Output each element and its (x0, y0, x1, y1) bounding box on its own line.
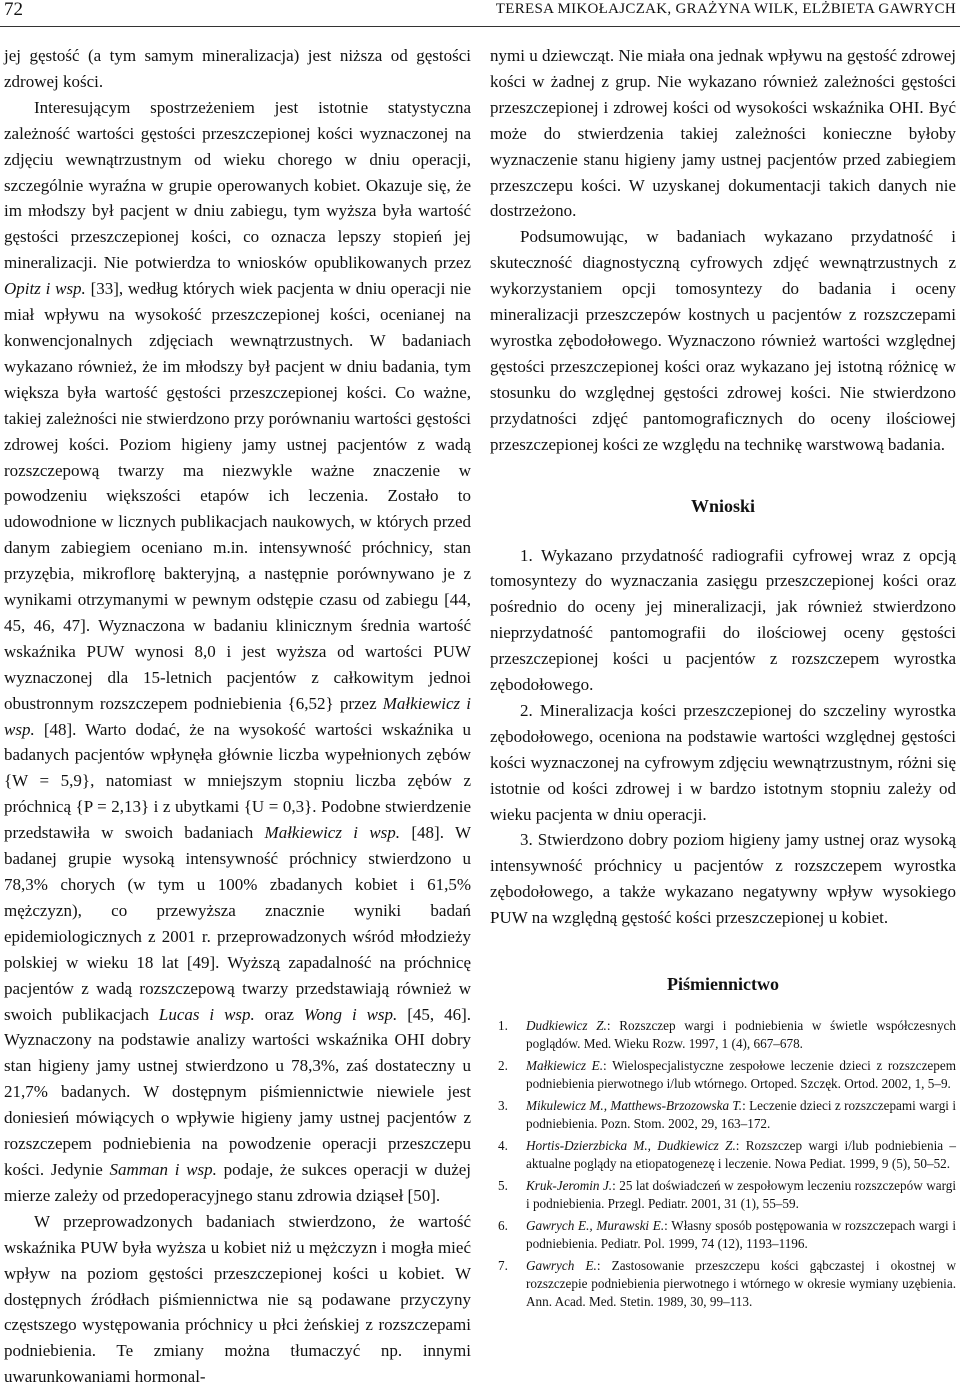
page-number: 72 (4, 0, 23, 20)
right-paragraph-2: Podsumowując, w badaniach wykazano przydatność i skuteczność diagnostyczną cyfrowych zdjęć wewnątrzustnych z wykorzystaniem opcji tomosyntezy do badania i oceny mineralizacji przeszczepów kostnych u pacjentów z rozszczepami wyrostka zębodołowego. Wyznaczono również wartości względnej gęstości przeszczepionej kości oraz wykazano jej istotną różnicę w stosunku do względnej gęstości zdrowej kości. Nie stwierdzono przydatności zdjęć pantomograficznych do oceny ilościowej przeszczepionej kości ze względu na technikę warstwową badania. (490, 227, 956, 454)
conclusion-2: 2. Mineralizacja kości przeszczepionej do szczeliny wyrostka zębodołowego, oceniona na podstawie wartości względnej gęstości kości wyznaczonej na cyfrowym zdjęciu wewnątrzustnym, różni się istotnie od kości zdrowej i w bardzo istotnym stopniu zależy od wieku pacjenta w dniu operacji. (490, 700, 956, 824)
reference-text: : Własny sposób postępowania w rozszczepach wargi i podniebienia. Pediatr. Pol. 1999, 74 (12), 1193–1196. (526, 1218, 956, 1252)
reference-item (490, 1217, 956, 1253)
conclusions-list (490, 543, 956, 932)
right-body (490, 43, 956, 458)
citation-author: Lucas i wsp. (158, 1004, 255, 1024)
reference-authors: Mikulewicz M., Matthews-Brzozowska T. (526, 1098, 743, 1114)
conclusion-1: 1. Wykazano przydatność radiografii cyfrowej wraz z opcją tomosyntezy do wyznaczania zasięgu przeszczepionej kości oraz pośrednio do oceny jej mineralizacji, jak również stwierdzono nieprzydatność pantomografii do ilościowej oceny gęstości przeszczepionej kości u pacjentów z rozszczepem wyrostka zębodołowego. (490, 545, 956, 695)
reference-item (490, 1097, 956, 1133)
reference-text: : Wielospecjalistyczne zespołowe leczenie dzieci z rozszczepem podniebienia pierwotnego i/lub wtórnego. Ortoped. Szczęk. Ortod. 2002, 1, 5–9. (526, 1058, 956, 1092)
left-paragraph-3: W przeprowadzonych badaniach stwierdzono, że wartość wskaźnika PUW była wyższa u kobiet niż u mężczyzn i mogła mieć wpływ na poziom gęstości przeszczepionej kości u kobiet. W dostępnych źródłach piśmiennictwa nie są podawane przyczyny częstszego występowania próchnicy u płci żeńskiej z rozszczepami podniebienia. Te zmiany można tłumaczyć np. innymi uwarunkowaniami hormonal- (4, 1211, 471, 1387)
reference-authors: Dudkiewicz Z. (526, 1018, 607, 1034)
reference-item (490, 1137, 956, 1173)
text-run: [45, 46]. Wyznaczony na podstawie analizy wartości wskaźnika OHI dobry stan higieny jamy ustnej stwierdzono u 78,3%, zaś dostateczny u 21,7% badanych. W dostępnym piśmiennictwie niewiele jest doniesień mówiących o wpływie higieny jamy ustnej pacjentów z rozszczepem podniebienia na powodzenie operacji przeszczepu kości. Jedynie (4, 1004, 471, 1179)
reference-number: 7. (498, 1258, 508, 1274)
reference-text: : Rozszczep wargi i podniebienia w świetle współczesnych poglądów. Med. Wieku Rozw. 1997, 1 (4), 667–678. (526, 1018, 956, 1052)
conclusions-heading: Wnioski (690, 495, 756, 516)
right-column (490, 43, 956, 1315)
left-column (4, 43, 471, 1390)
references-list (490, 1017, 956, 1311)
reference-item (490, 1057, 956, 1093)
right-paragraph-1: nymi u dziewcząt. Nie miała ona jednak wpływu na gęstość zdrowej kości w żadnej z grup. Nie wykazano również zależności gęstości przeszczepionej i zdrowej kości od wysokości wskaźnika OHI. Być może do stwierdzenia takiej zależności konieczne byłoby wyznaczenie stanu higieny jamy ustnej pacjentów przed zabiegiem przeszczepu kości. W uzyskanej dokumentacji takich danych nie dostrzeżono. (490, 46, 956, 221)
text-run: [48]. W badanej grupie wysoką intensywność próchnicy stwierdzono u 78,3% chorych (w tym u 100% zbadanych kobiet i 61,5% mężczyzn), co przewyższa znacznie wyniki badań epidemiologicznych z 2001 r. przeprowadzonych wśród młodzieży polskiej w wieku 18 lat [49]. Wyższą zapadalność na próchnicę pacjentów z wadą rozszczepową twarzy przedstawiają również w swoich publikacjach (4, 823, 472, 1024)
text-run: [48]. Warto dodać, że na wysokość wartości wskaźnika u badanych pacjentów wpłynęła głównie liczba wypełnionych zębów {W = 5,9}, natomiast w mniejszym stopniu liczba zębów z próchnicą {P = 2,13} i z ubytkami {U = 0,3}. Podobne stwierdzenie przedstawiła w swoich badaniach (4, 719, 471, 843)
reference-text: : Leczenie dzieci z rozszczepami wargi i podniebienia. Pozn. Stom. 2002, 29, 163–172. (526, 1098, 956, 1132)
running-head: TERESA MIKOŁAJCZAK, GRAŻYNA WILK, ELŻBIETA GAWRYCH (495, 1, 956, 17)
reference-authors: Gawrych E., Murawski E. (526, 1218, 665, 1234)
reference-number: 5. (498, 1178, 508, 1194)
left-paragraph-2 (4, 95, 471, 1209)
reference-authors: Hortis-Dzierzbicka M., Dudkiewicz Z. (526, 1138, 736, 1154)
citation-author: Samman i wsp. (109, 1159, 217, 1179)
reference-item (490, 1257, 956, 1311)
text-run: Interesującym spostrzeżeniem jest istotnie statystyczna zależność wartości gęstości przeszczepionej kości wyznaczonej na zdjęciu wewnątrzustnym od wieku chorego w dniu operacji, szczególnie wyraźna w grupie operowanych kobiet. Okazuje się, że im młodszy był pacjent w dniu zabiegu, tym wyższa była wartość gęstości przeszczepionej kości, co oznacza lepszy stopień jej mineralizacji. Nie potwierdza to wniosków opublikowanych przez (4, 97, 471, 273)
reference-number: 6. (498, 1218, 508, 1234)
reference-text: : Rozszczep wargi i/lub podniebienia – aktualne poglądy na etiopatogenezę i leczenie. Nowa Pediat. 1999, 9 (5), 50–52. (526, 1138, 956, 1172)
reference-number: 2. (498, 1058, 508, 1074)
reference-text: : Zastosowanie przeszczepu kości gąbczastej i okostnej w rozszczepie podniebienia pierwotnego i wtórnego w okresie wymiany uzębienia. Ann. Acad. Med. Stetin. 1989, 30, 99–113. (526, 1258, 956, 1310)
reference-item (490, 1177, 956, 1213)
citation-author: Małkiewicz i wsp. (264, 823, 401, 843)
left-paragraph-1: jej gęstość (a tym samym mineralizacja) jest niższa od gęstości zdrowej kości. (4, 46, 471, 91)
reference-authors: Małkiewicz E. (526, 1058, 604, 1074)
citation-author: Opitz i wsp. (4, 279, 86, 299)
reference-item (490, 1017, 956, 1053)
reference-text: : 25 lat doświadczeń w zespołowym leczeniu rozszczepów wargi i podniebienia. Przegl. Pediatr. 2001, 31 (1), 55–59. (526, 1178, 956, 1212)
page-header (0, 0, 960, 27)
reference-authors: Kruk-Jeromin J. (526, 1178, 613, 1194)
conclusion-3: 3. Stwierdzono dobry poziom higieny jamy ustnej oraz wysoką intensywność próchnicy u pacjentów z rozszczepem wyrostka zębodołowego, a także wykazano negatywny wpływ wysokiego PUW na względną gęstość kości przeszczepionej u kobiet. (490, 830, 956, 928)
references-heading: Piśmiennictwo (667, 974, 779, 995)
reference-number: 1. (498, 1018, 508, 1034)
text-run: [33], według których wiek pacjenta w dniu operacji nie miał wpływu na wysokość przeszczepionej kości, ocenianej na konwencjonalnych zdjęciach wewnątrzustnych. W badaniach wykazano również, że im młodszy był pacjent w dniu badania, tym większa była wartość gęstości przeszczepionej kości. Co ważne, takiej zależności nie stwierdzono przy porównaniu wartości gęstości zdrowej kości. Poziom higieny jamy ustnej pacjentów z wadą rozszczepową twarzy ma niezwykle ważne znaczenie w powodzeniu większości etapów ich leczenia. Zostało to udowodnione w licznych publikacjach naukowych, w których przed danym zabiegiem oceniano m.in. intensywność próchnicy, stan przyzębia, mikroflorę bakteryjną, a następnie porównywano je z wynikami otrzymanymi w pewnym odstępie czasu od zabiegu [44, 45, 46, 47]. Wyznaczona w badaniu klinicznym średnia wartość wskaźnika PUW wynosi 8,0 i jest wyższa od wartości PUW wyznaczonej dla 15-letnich pacjentów z całkowitym jednoi obustronnym rozszczepem podniebienia {6,52} przez (4, 279, 471, 713)
reference-number: 4. (498, 1138, 508, 1154)
citation-author: Małkiewicz i wsp. (4, 693, 471, 739)
text-run: podaje, że sukces operacji w dużej mierze zależy od przedoperacyjnego stanu zdrowia dziąseł [50]. (4, 1159, 472, 1205)
reference-number: 3. (498, 1098, 508, 1114)
reference-authors: Gawrych E. (526, 1258, 597, 1274)
citation-author: Wong i wsp. (303, 1004, 398, 1024)
text-run: oraz (254, 1004, 304, 1024)
